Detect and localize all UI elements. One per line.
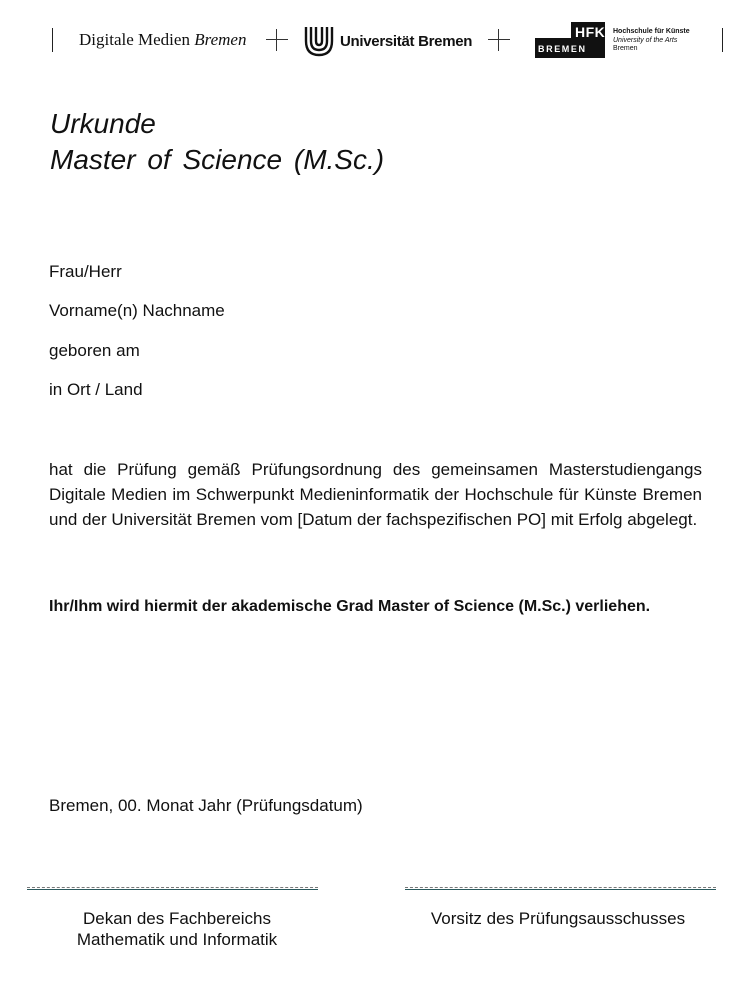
birth-place: in Ort / Land [49,380,143,399]
university-emblem-icon [302,25,336,57]
hfk-logo-notch [535,22,571,38]
signature-line-left [27,887,318,888]
divider [52,28,53,52]
signature-label-dean: Dekan des Fachbereichs Mathematik und Informatik [76,909,278,949]
title-line-1: Urkunde [50,108,156,139]
plus-divider-icon [488,29,510,51]
plus-divider-icon [266,29,288,51]
full-name: Vorname(n) Nachname [49,301,225,320]
signature-line-right [405,887,716,888]
title-line-2: Master of Science (M.Sc.) [50,144,385,175]
salutation: Frau/Herr [49,262,122,281]
divider [722,28,723,52]
place-and-date: Bremen, 00. Monat Jahr (Prüfungsdatum) [49,796,363,815]
degree-grant-statement: Ihr/Ihm wird hiermit der akademische Grad Master of Science (M.Sc.) verliehen. [49,598,651,615]
universitaet-bremen-logo: Universität Bremen [340,33,473,50]
birth-date: geboren am [49,341,140,360]
hfk-logo-bremen: BREMEN [538,44,587,54]
hfk-logo-caption: Hochschule für Künste University of the Arts Bremen [613,28,690,52]
signature-label-exam-board: Vorsitz des Prüfungsausschusses [430,909,686,928]
hfk-logo-text: HFK [575,24,606,40]
document-title [50,106,384,178]
certificate-body: hat die Prüfung gemäß Prüfungsordnung des gemeinsamen Masterstudiengangs Digitale Medien im Schwerpunkt Medieninformatik der Hochschule für Künste Bremen und der Universität Bremen vom [Datum der fachspezifischen PO] mit Erfolg abgelegt. [49,460,702,529]
digitale-medien-logo: Digitale Medien Bremen [79,30,247,49]
